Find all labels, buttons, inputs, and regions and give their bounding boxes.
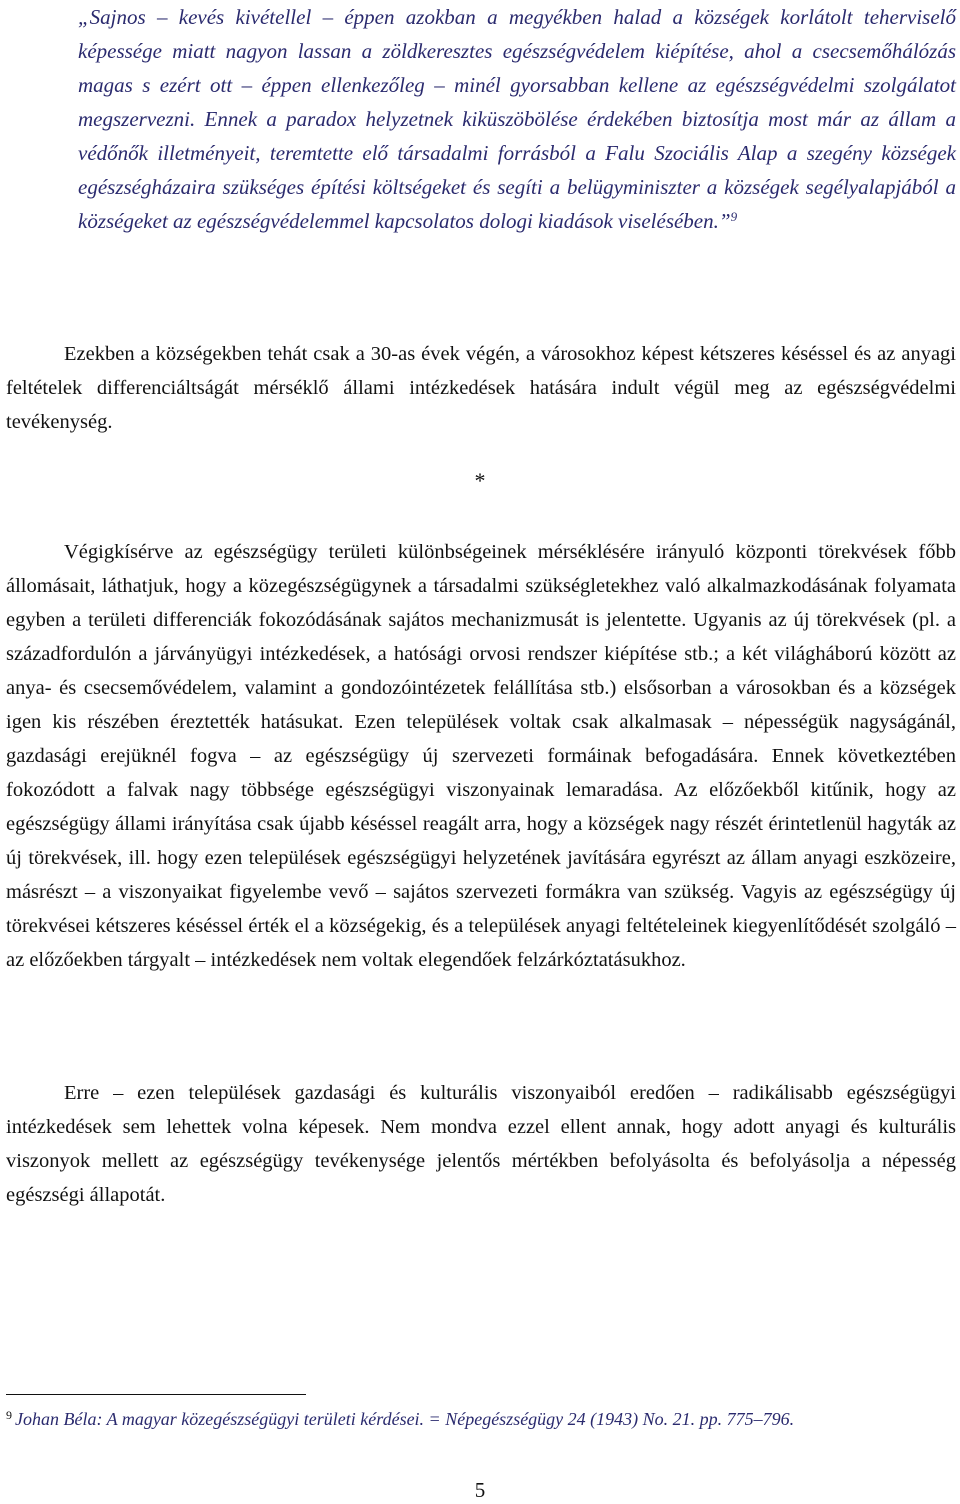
body-paragraph-2: Végigkísérve az egészségügy területi különbségeinek mérséklésére irányuló központi törekvések főbb állomásait, láthatjuk, hogy a közegészségügynek a társadalmi szükségletekhez való alkalmazkodásának folyamata egyben a területi differenciák fokozódásának sajátos mechanizmusát is jelentette. Ugyanis az új törekvések (pl. a századfordulón a járványügyi intézkedések, a hatósági orvosi rendszer kiépítése stb.; a két világháború között az anya- és csecsemővédelem, valamint a gondozóintézetek felállítása stb.) elsősorban a városokban és a községek igen kis részében éreztették hatásukat. Ezen települések voltak csak alkalmasak – népességük nagyságánál, gazdasági erejüknél fogva – az egészségügy új szervezeti formáinak befogadására. Ennek következtében fokozódott a falvak nagy többsége egészségügyi viszonyainak lemaradása. Az előzőekből kitűnik, hogy az egészségügy állami irányítása csak újabb késéssel reagált arra, hogy a községek nagy részét érintetlenül hagyták az új törekvések, ill. hogy ezen települések egészségügyi helyzetének javítására egyrészt az állam anyagi eszközeire, másrészt – a viszonyaikat figyelembe vevő – sajátos szervezeti formákra van szükség. Vagyis az egészségügy új törekvései kétszeres késéssel érték el a községekig, és a települések anyagi feltételeinek kiegyenlítődését szolgáló – az előzőekben tárgyalt – intézkedések nem voltak elegendőek felzárkóztatásukhoz.	[6, 541, 956, 971]
footnote-number: 9	[6, 1408, 12, 1422]
footnote	[6, 1406, 956, 1432]
block-quote	[78, 0, 956, 238]
body-paragraph-1: Ezekben a községekben tehát csak a 30-as évek végén, a városokhoz képest kétszeres késéssel és az anyagi feltételek differenciáltságát mérséklő állami intézkedések hatására indult végül meg az egészségvédelmi tevékenység.	[6, 343, 956, 433]
footnote-divider	[6, 1394, 306, 1395]
body-paragraph-3: Erre – ezen települések gazdasági és kulturális viszonyaiból eredően – radikálisabb egészségügyi intézkedések sem lehettek volna képesek. Nem mondva ezzel ellent annak, hogy adott anyagi és kulturális viszonyok mellett az egészségügy tevékenysége jelentős mértékben befolyásolta és befolyásolja a népesség egészségi állapotát.	[6, 1082, 956, 1206]
quote-text: „Sajnos – kevés kivétellel – éppen azokban a megyékben halad a községek korlátolt teherviselő képessége miatt nagyon lassan a zöldkeresztes egészségvédelem kiépítése, ahol a csecsemőhálózás magas s ezért ott – éppen ellenkezőleg – minél gyorsabban kellene az egészségvédelmi szolgálatot megszervezni. Ennek a paradox helyzetnek kiküszöbölése érdekében biztosítja most már az állam a védőnők illetményeit, teremtette elő társadalmi forrásból a Falu Szociális Alap a szegény községek egészségházaira szükséges építési költségeket és segíti a belügyminiszter a községek segélyalapjából a községeket az egészségvédelemmel kapcsolatos dologi kiadások viselésében.”	[78, 5, 956, 233]
page-number: 5	[474, 1478, 486, 1502]
footnote-reference[interactable]: 9	[730, 209, 738, 224]
section-separator: *	[474, 468, 486, 493]
footnote-text: Johan Béla: A magyar közegészségügyi területi kérdései. = Népegészségügy 24 (1943) No. 21. pp. 775–796.	[15, 1409, 795, 1429]
